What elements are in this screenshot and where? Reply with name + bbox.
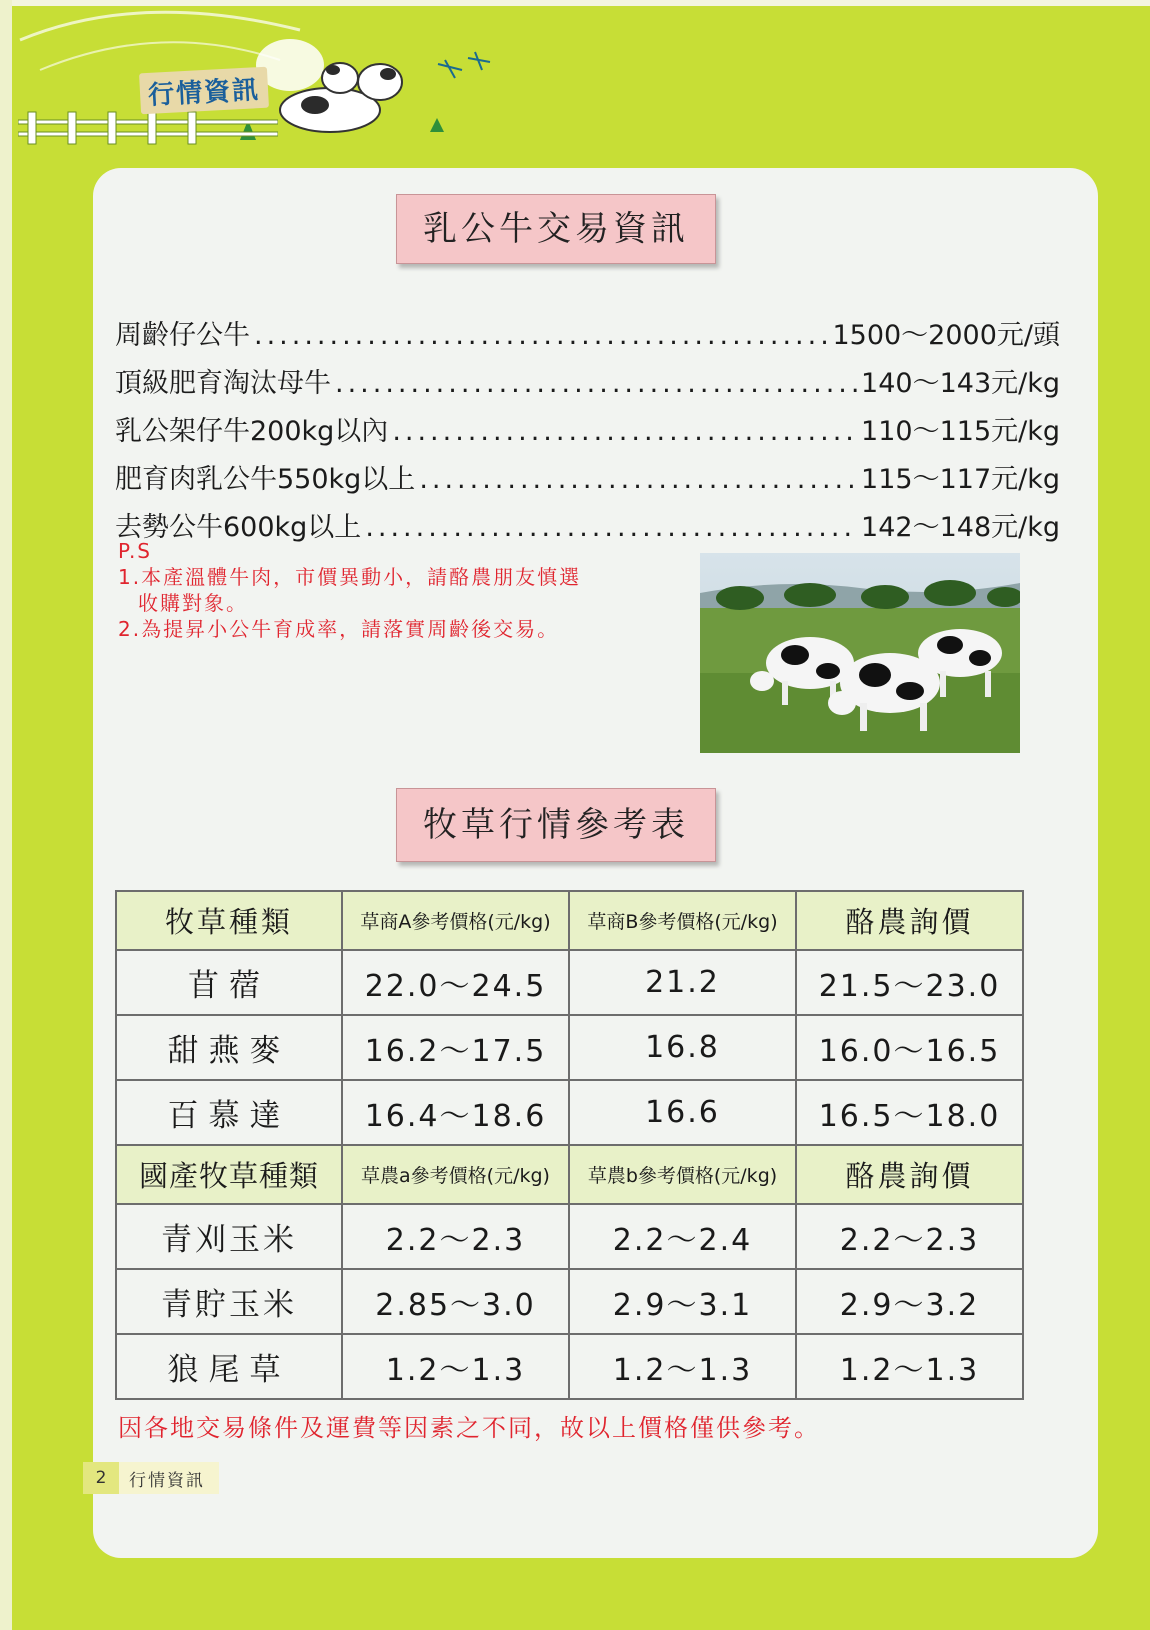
table-row bbox=[116, 1015, 1023, 1080]
price-cell: 1.2～1.3 bbox=[342, 1334, 569, 1399]
forage-name-cell: 苜蓿 bbox=[116, 950, 342, 1015]
page-footer-tab bbox=[83, 1462, 219, 1494]
dot-leader bbox=[254, 320, 828, 351]
column-header: 酪農詢價 bbox=[796, 891, 1023, 950]
forage-name-cell: 百慕達 bbox=[116, 1080, 342, 1145]
price-item-label: 頂級肥育淘汰母牛 bbox=[115, 368, 331, 399]
price-item-label: 周齡仔公牛 bbox=[115, 320, 250, 351]
price-cell: 1.2～1.3 bbox=[796, 1334, 1023, 1399]
note-line: 1.本產溫體牛肉，市價異動小，請酪農朋友慎選 bbox=[118, 565, 582, 589]
price-cell: 2.9～3.1 bbox=[569, 1269, 796, 1334]
price-item-label: 去勢公牛600kg以上 bbox=[115, 512, 362, 543]
price-cell: 16.5～18.0 bbox=[796, 1080, 1023, 1145]
price-cell: 2.9～3.2 bbox=[796, 1269, 1023, 1334]
forage-name-cell: 甜燕麥 bbox=[116, 1015, 342, 1080]
price-cell: 16.6 bbox=[569, 1080, 796, 1145]
table-row bbox=[116, 950, 1023, 1015]
price-value: 1500～2000元/頭 bbox=[832, 320, 1060, 351]
price-cell: 2.2～2.4 bbox=[569, 1204, 796, 1269]
price-cell: 16.8 bbox=[569, 1015, 796, 1080]
price-cell: 21.5～23.0 bbox=[796, 950, 1023, 1015]
column-header: 草農a參考價格(元/kg) bbox=[342, 1145, 569, 1204]
dragonfly-icon bbox=[438, 52, 490, 78]
column-header: 草農b參考價格(元/kg) bbox=[569, 1145, 796, 1204]
price-value: 140～143元/kg bbox=[861, 368, 1060, 399]
forage-price-table bbox=[115, 890, 1024, 1400]
header-section-label: 行情資訊 bbox=[139, 67, 269, 115]
forage-name-cell: 青刈玉米 bbox=[116, 1204, 342, 1269]
page-left-edge bbox=[0, 0, 12, 1630]
forage-name-cell: 狼尾草 bbox=[116, 1334, 342, 1399]
notes-label: P.S bbox=[118, 539, 152, 563]
price-value: 115～117元/kg bbox=[861, 464, 1060, 495]
price-cell: 16.4～18.6 bbox=[342, 1080, 569, 1145]
price-item-label: 乳公架仔牛200kg以內 bbox=[115, 416, 389, 447]
table-header-row bbox=[116, 891, 1023, 950]
price-cell: 22.0～24.5 bbox=[342, 950, 569, 1015]
column-header: 草商B參考價格(元/kg) bbox=[569, 891, 796, 950]
note-line: 2.為提昇小公牛育成率，請落實周齡後交易。 bbox=[118, 617, 560, 641]
column-header: 牧草種類 bbox=[116, 891, 342, 950]
price-cell: 1.2～1.3 bbox=[569, 1334, 796, 1399]
price-value: 110～115元/kg bbox=[861, 416, 1060, 447]
header-illustration bbox=[0, 0, 560, 160]
price-value: 142～148元/kg bbox=[861, 512, 1060, 543]
table-header-row bbox=[116, 1145, 1023, 1204]
price-cell: 16.0～16.5 bbox=[796, 1015, 1023, 1080]
dot-leader bbox=[419, 464, 857, 495]
forage-name-cell: 青貯玉米 bbox=[116, 1269, 342, 1334]
price-row bbox=[115, 457, 1060, 505]
dot-leader bbox=[335, 368, 857, 399]
table-row bbox=[116, 1080, 1023, 1145]
bull-section-title: 乳公牛交易資訊 bbox=[396, 194, 716, 264]
price-row bbox=[115, 409, 1060, 457]
price-cell: 21.2 bbox=[569, 950, 796, 1015]
price-row bbox=[115, 361, 1060, 409]
cows-grazing-photo bbox=[700, 553, 1020, 753]
footer-section-label: 行情資訊 bbox=[129, 1470, 205, 1491]
fence-icon bbox=[18, 110, 278, 146]
bull-price-list bbox=[115, 313, 1060, 553]
price-disclaimer: 因各地交易條件及運費等因素之不同，故以上價格僅供參考。 bbox=[118, 1414, 820, 1442]
table-row bbox=[116, 1334, 1023, 1399]
table-row bbox=[116, 1269, 1023, 1334]
table-row bbox=[116, 1204, 1023, 1269]
column-header: 國產牧草種類 bbox=[116, 1145, 342, 1204]
forage-section-title: 牧草行情參考表 bbox=[396, 788, 716, 862]
price-row bbox=[115, 313, 1060, 361]
price-cell: 2.2～2.3 bbox=[342, 1204, 569, 1269]
notes-block bbox=[118, 538, 708, 642]
dot-leader bbox=[392, 416, 857, 447]
note-line: 收購對象。 bbox=[138, 591, 248, 615]
column-header: 酪農詢價 bbox=[796, 1145, 1023, 1204]
page-number: 2 bbox=[83, 1462, 119, 1494]
price-cell: 2.2～2.3 bbox=[796, 1204, 1023, 1269]
price-item-label: 肥育肉乳公牛550kg以上 bbox=[115, 464, 416, 495]
price-cell: 2.85～3.0 bbox=[342, 1269, 569, 1334]
price-cell: 16.2～17.5 bbox=[342, 1015, 569, 1080]
column-header: 草商A參考價格(元/kg) bbox=[342, 891, 569, 950]
